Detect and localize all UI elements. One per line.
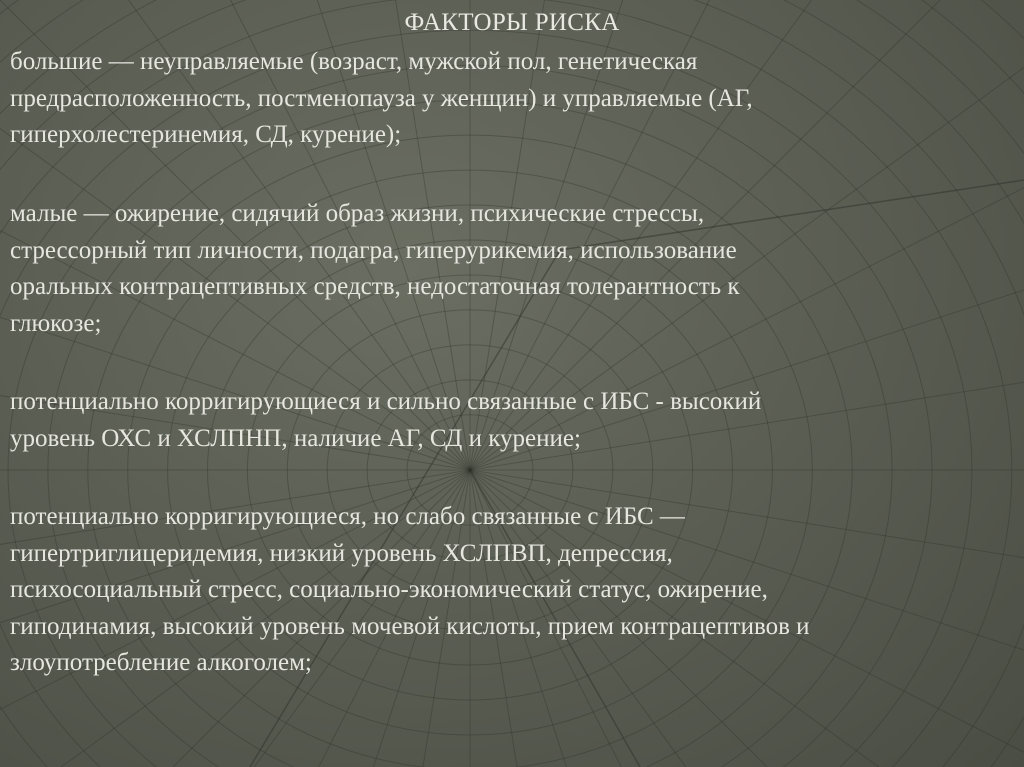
text-line: злоупотребление алкоголем; (10, 649, 312, 676)
text-line: оральных контрацептивных средств, недостаточная толерантность к (10, 273, 740, 300)
text-line: психосоциальный стресс, социально-экономический статус, ожирение, (10, 576, 768, 603)
text-line: гиподинамия, высокий уровень мочевой кислоты, прием контрацептивов и (10, 612, 810, 640)
text-line: потенциально корригирующиеся и сильно связанные с ИБС - высокий (10, 388, 762, 415)
text-line: потенциально корригирующиеся, но слабо связанные с ИБС — (10, 503, 685, 530)
slide-title: ФАКТОРЫ РИСКА (404, 9, 620, 36)
paragraph-minor-factors (10, 196, 1020, 342)
text-line: уровень ОХС и ХСЛПНП, наличие АГ, СД и курение; (10, 424, 581, 452)
paragraph-major-factors (10, 44, 1020, 154)
paragraph-weakly-linked (10, 499, 1020, 682)
text-line: предрасположенность, постменопауза у женщин) и управляемые (АГ, (10, 84, 753, 112)
text-line: глюкозе; (10, 309, 102, 337)
text-line: большие — неуправляемые (возраст, мужской пол, генетическая (10, 48, 698, 75)
text-line: гипертриглицеридемия, низкий уровень ХСЛПВП, депрессия, (10, 539, 673, 567)
text-line: малые — ожирение, сидячий образ жизни, психические стрессы, (10, 200, 705, 227)
text-line: гиперхолестеринемия, СД, курение); (10, 121, 402, 148)
paragraph-strongly-linked (10, 384, 1020, 457)
text-line: стрессорный тип личности, подагра, гиперурикемия, использование (10, 236, 737, 264)
